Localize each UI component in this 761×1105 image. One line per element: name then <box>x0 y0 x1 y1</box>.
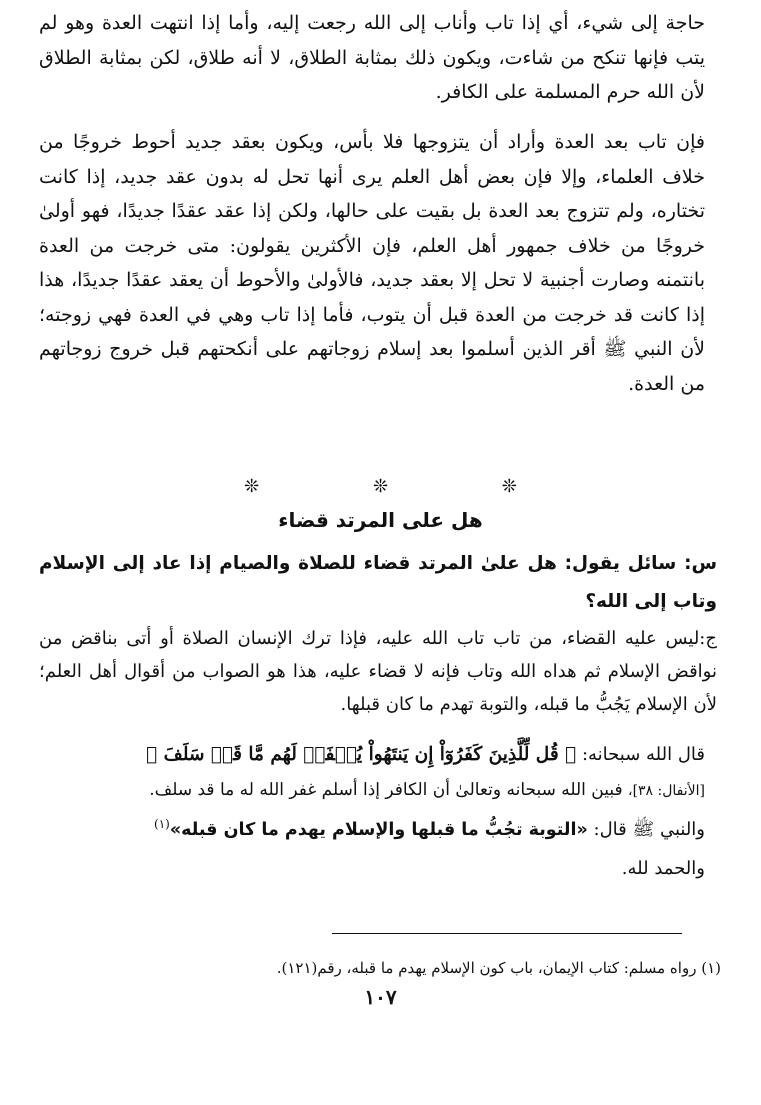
question-paragraph: س: سائل يقول: هل علىٰ المرتد قضاء للصلاة والصيام إذا عاد إلى الإسلام وتاب إلى الله؟ <box>39 553 717 612</box>
footnote <box>31 955 721 981</box>
answer-paragraph: ج:ليس عليه القضاء، من تاب تاب الله عليه، فإذا ترك الإنسان الصلاة أو أتى بناقض من نواقض الإسلام ثم هداه الله وتاب فإنه لا قضاء عليه، هذا هو الصواب من أقوال أهل العلم؛ لأن الإسلام يَجُبُّ ما قبله، والتوبة تهدم ما كان قبلها. <box>39 628 717 715</box>
body-paragraph: فإن تاب بعد العدة وأراد أن يتزوجها فلا بأس، ويكون بعقد جديد أحوط خروجًا من خلاف العلماء، وإلا فإن بعض أهل العلم يرى أنها تحل له بدون عقد جديد، إذا كانت تختاره، ولم تتزوج بعد العدة بل بقيت على حالها، ولكن إذا عقد عقدًا جديدًا، فهو أولىٰ خروجًا من خلاف جمهور أهل العلم، فإن الأكثرين يقولون: متى خرجت من العدة بانتمنه وصارت أجنبية لا تحل إلا بعقد جديد، فالأولىٰ والأحوط أن يعقد عقدًا جديدًا، هذا إذا كانت قد خرجت من العدة قبل أن يتوب، فأما إذا تاب وهي في العدة فهي زوجته؛ لأن النبي ﷺ أقر الذين أسلموا بعد إسلام زوجاتهم على أنكحتهم قبل خروج زوجاتهم من العدة. <box>39 131 705 395</box>
hadith-text: «التوبة تجُبُّ ما قبلها والإسلام يهدم ما كان قبله» <box>169 820 588 840</box>
page-number: ١٠٧ <box>364 985 397 1009</box>
quran-verse: ﴿ قُل لِّلَّذِينَ كَفَرُوٓاْ إِن يَنتَهُواْ يُغۡفَرۡ لَهُم مَّا قَدۡ سَلَفَ ﴾ <box>146 744 577 765</box>
quote-intro: قال الله سبحانه: <box>581 744 705 765</box>
body-paragraph: حاجة إلى شيء، أي إذا تاب وأناب إلى الله رجعت إليه، وأما إذا انتهت العدة وهو لم يتب فإنها تنكح من شاءت، ويكون ذلك بمثابة الطلاق، لا أنه طلاق، لكن بمثابة الطلاق لأن الله حرم المسلمة على الكافر. <box>39 12 705 103</box>
hadith-intro: والنبي ﷺ قال: <box>593 819 705 840</box>
footnote-divider <box>332 933 682 934</box>
footnote-text: رواه مسلم: كتاب الإيمان، باب كون الإسلام يهدم ما قبله، رقم(١٢١). <box>276 959 697 977</box>
hadith-line <box>39 813 705 847</box>
footnote-reference-mark[interactable]: (١) <box>154 817 170 831</box>
section-heading: هل على المرتد قضاء <box>278 508 483 532</box>
verse-reference: [الأنفال: ٣٨]، <box>628 783 705 799</box>
section-separator: ❊ ❊ ❊ <box>244 476 571 497</box>
verse-comment: فبين الله سبحانه وتعالىٰ أن الكافر إذا أسلم غفر الله له ما قد سلف. <box>149 780 623 800</box>
verse-reference-line <box>39 775 705 806</box>
closing-line: والحمد لله. <box>621 858 705 879</box>
quran-quote-line <box>39 738 705 772</box>
footnote-number: (١) <box>701 959 721 977</box>
